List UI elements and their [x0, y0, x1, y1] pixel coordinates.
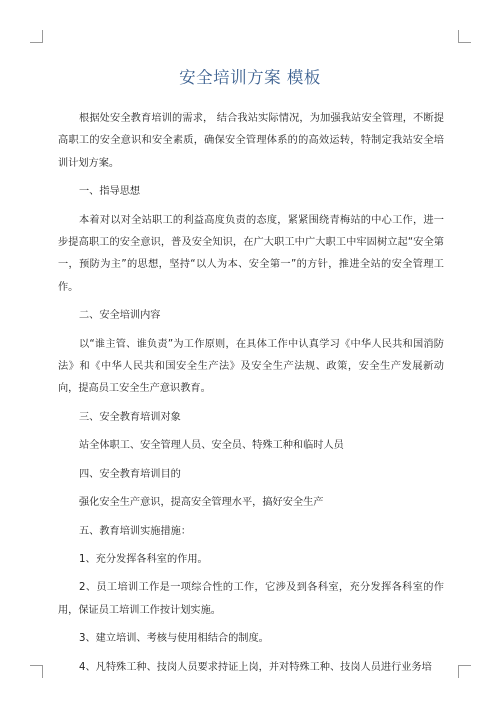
section-heading-guiding-ideology: 一、指导思想	[79, 186, 141, 198]
intro-paragraph: 根据处安全教育培训的需求， 结合我站实际情况，为加强我站安全管理，不断提高职工的安全意识和安全素质，确保安全管理体系的的高效运转，特制定我站安全培训计划方案。	[58, 113, 444, 169]
measure-item-2: 2、员工培训工作是一项综合性的工作，它涉及到各科室，充分发挥各科室的作用，保证员工培训工作按计划实施。	[58, 582, 444, 616]
crop-mark-bottom-right	[458, 665, 471, 678]
crop-mark-top-right	[458, 30, 471, 43]
section-heading-implementation: 五、教育培训实施措施：	[79, 525, 192, 537]
training-purpose-paragraph: 强化安全生产意识，提高安全管理水平，搞好安全生产	[79, 497, 324, 509]
document-title: 安全培训方案 模板	[179, 68, 321, 87]
guiding-ideology-paragraph: 本着对以对全站职工的利益高度负责的态度，紧紧围绕青梅站的中心工作，进一步提高职工的安全意识，普及安全知识，在广大职工中广大职工中牢固树立起“安全第一，预防为主”的思想，坚持“以人为本、安全第一”的方针，推进全站的安全管理工作。	[58, 214, 444, 293]
training-targets-paragraph: 站全体职工、安全管理人员、安全员、特殊工种和临时人员	[79, 440, 344, 452]
measure-item-4: 4、凡特殊工种、技岗人员要求持证上岗，并对特殊工种、技岗人员进行业务培	[79, 661, 432, 673]
section-heading-training-purpose: 四、安全教育培训目的	[79, 468, 181, 480]
document-body	[58, 108, 444, 685]
crop-mark-top-left	[30, 30, 43, 43]
training-content-paragraph: 以“谁主管、谁负责”为工作原则，在具体工作中认真学习《中华人民共和国消防法》和《中华人民共和国安全生产法》及安全生产法规、政策，安全生产发展新动向，提高员工安全生产意识教育。	[58, 338, 444, 395]
measure-item-1: 1、充分发挥各科室的作用。	[79, 553, 208, 565]
measure-item-3: 3、建立培训、考核与使用相结合的制度。	[79, 633, 269, 645]
crop-mark-bottom-left	[30, 665, 43, 678]
section-heading-training-content: 二、安全培训内容	[79, 310, 161, 322]
section-heading-training-targets: 三、安全教育培训对象	[79, 411, 181, 423]
